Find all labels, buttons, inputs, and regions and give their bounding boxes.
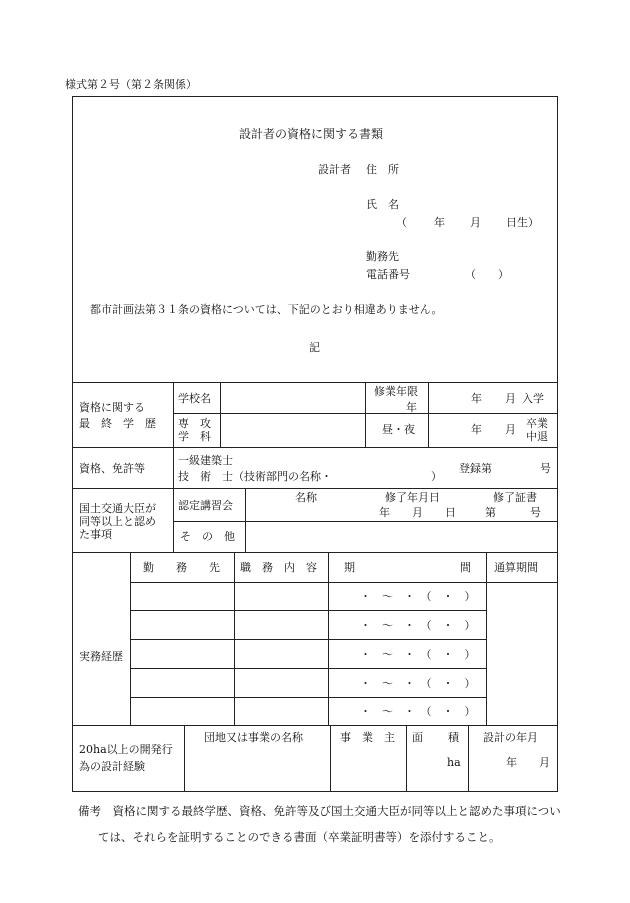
birth-day-label: 日生）	[506, 216, 539, 229]
rule-date-divider	[428, 382, 429, 447]
certificate-dai: 第	[485, 506, 496, 519]
study-years-unit: 年	[406, 401, 417, 414]
rule-dev-col3	[406, 725, 407, 792]
registration-label: 登録第	[459, 462, 492, 475]
completion-date-line: 年 月 日	[379, 506, 456, 519]
experience-label: 実務経歴	[79, 650, 123, 663]
rule-exp-label-divider	[130, 552, 131, 725]
exp-row-3-period: ・ ～ ・ （ ・ ）	[360, 648, 476, 661]
phone-label: 電話番号	[366, 268, 410, 281]
school-name-label: 学校名	[178, 392, 211, 405]
rule-dev-col2	[330, 725, 331, 792]
entry-label: 入学	[522, 392, 544, 405]
exp-col-total: 通算期間	[494, 561, 538, 574]
exp-col-period-2: 間	[460, 561, 471, 574]
dev-col-name: 団地又は事業の名称	[204, 731, 303, 744]
rule-label-divider	[173, 382, 174, 552]
department-label: 学 科	[178, 430, 211, 443]
dev-area-unit: ha	[447, 756, 461, 769]
rule-exp-row1	[130, 610, 486, 611]
architect-label: 一級建築士	[178, 454, 233, 467]
dev-col-operator: 事 業 主	[340, 731, 395, 744]
study-years-label: 修業年限	[374, 385, 418, 398]
completion-date-header: 修了年月日	[385, 491, 440, 504]
rule-license-top	[72, 447, 558, 448]
day-night-label: 昼・夜	[382, 423, 415, 436]
remarks-line2: ては、それらを証明することのできる書面（卒業証明書等）を添付すること。	[98, 830, 501, 844]
course-name-header: 名称	[295, 491, 317, 504]
development-label-line2: 為の設計経験	[79, 760, 145, 773]
exp-row-1-period: ・ ～ ・ （ ・ ）	[360, 590, 476, 603]
education-label-line1: 資格に関する	[79, 401, 145, 414]
dev-design-month: 月	[539, 756, 550, 769]
grad-month-label: 月	[505, 423, 516, 436]
certified-course-label: 認定講習会	[178, 499, 233, 512]
rule-exp-header	[130, 582, 558, 583]
rule-exp-row3	[130, 668, 486, 669]
address-label: 住 所	[366, 163, 399, 176]
dev-design-year: 年	[506, 756, 517, 769]
entry-year-label: 年	[471, 392, 482, 405]
graduation-label: 卒業	[526, 417, 548, 430]
birth-year-label: 年	[434, 216, 445, 229]
rule-minister-mid	[173, 521, 558, 522]
dev-col-area-2: 積	[448, 731, 459, 744]
minister-label-line1: 国土交通大臣が	[79, 502, 156, 515]
engineer-label: 技 術 士（技術部門の名称・ ）	[178, 470, 442, 483]
rule-exp-row4	[130, 697, 486, 698]
exp-col-period-1: 期	[344, 561, 355, 574]
form-number-label: 様式第２号（第２条関係）	[65, 78, 197, 91]
rule-exp-col2	[328, 552, 329, 725]
certificate-header: 修了証書	[493, 491, 537, 504]
major-label: 専 攻	[178, 417, 211, 430]
rule-dev-col4	[468, 725, 469, 792]
license-label: 資格、免許等	[79, 462, 145, 475]
exp-row-5-period: ・ ～ ・ （ ・ ）	[360, 705, 476, 718]
birth-open-paren: （	[396, 216, 407, 229]
education-label-line2: 最 終 学 歴	[79, 417, 156, 430]
grad-year-label: 年	[471, 423, 482, 436]
rule-exp-col1	[234, 552, 235, 725]
exp-col-duties: 職 務 内 容	[240, 561, 317, 574]
name-label: 氏 名	[366, 198, 399, 211]
rule-minister-top	[72, 488, 558, 489]
exp-row-2-period: ・ ～ ・ （ ・ ）	[360, 619, 476, 632]
rule-school-divider	[220, 382, 221, 447]
rule-minister-divider	[245, 488, 246, 552]
entry-month-label: 月	[505, 392, 516, 405]
declaration-text: 都市計画法第３１条の資格については、下記のとおり相違ありません。	[90, 303, 443, 316]
registration-number-unit: 号	[540, 462, 551, 475]
ki-label: 記	[309, 341, 320, 354]
exp-col-workplace: 勤 務 先	[143, 561, 220, 574]
rule-dev-col1	[184, 725, 185, 792]
development-label-line1: 20ha以上の開発行	[79, 743, 173, 756]
other-label: そ の 他	[180, 530, 235, 543]
rule-years-divider	[365, 382, 366, 447]
rule-education-top	[72, 382, 558, 383]
form-title: 設計者の資格に関する書類	[239, 127, 384, 141]
designer-label: 設計者	[318, 163, 351, 176]
phone-paren: （ ）	[465, 268, 509, 281]
exp-row-4-period: ・ ～ ・ （ ・ ）	[360, 677, 476, 690]
minister-label-line3: た事項	[79, 528, 112, 541]
dev-col-area-1: 面	[412, 731, 423, 744]
rule-exp-col3	[486, 552, 487, 725]
birth-month-label: 月	[470, 216, 481, 229]
remarks-line1: 備考 資格に関する最終学歴、資格、免許等及び国土交通大臣が同等以上と認めた事項につい	[78, 804, 561, 818]
certificate-go: 号	[530, 506, 541, 519]
withdrawal-label: 中退	[526, 430, 548, 443]
minister-label-line2: 同等以上と認め	[79, 515, 156, 528]
rule-development-top	[72, 725, 558, 726]
workplace-label: 勤務先	[366, 250, 399, 263]
rule-exp-row2	[130, 639, 486, 640]
dev-col-design-date: 設計の年月	[483, 731, 538, 744]
